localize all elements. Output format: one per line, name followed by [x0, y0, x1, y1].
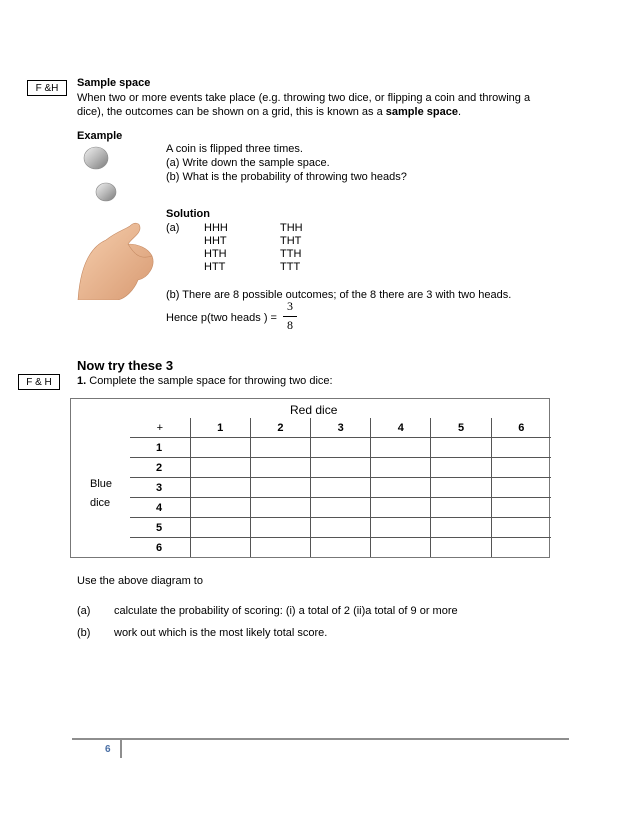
table-row [130, 498, 551, 518]
cell[interactable] [250, 518, 310, 538]
table-row [130, 478, 551, 498]
header-plus: + [130, 418, 190, 438]
solution-heading: Solution [166, 208, 210, 220]
cell[interactable] [250, 438, 310, 458]
sample-space-title: Sample space [77, 77, 151, 89]
sample-space-body-line2 [77, 106, 461, 118]
tasks-intro: Use the above diagram to [77, 575, 203, 587]
cell[interactable] [190, 538, 250, 558]
level-badge-fh-2: F & H [18, 374, 60, 390]
cell[interactable] [491, 458, 551, 478]
solution-part-b: (b) There are 8 possible outcomes; of the 8 there are 3 with two heads. [166, 289, 512, 301]
page-number: 6 [105, 744, 111, 755]
question-1-text: Complete the sample space for throwing two dice: [86, 375, 333, 387]
body-line2-pre: dice), the outcomes can be shown on a grid, this is known as a [77, 106, 386, 118]
cell[interactable] [190, 518, 250, 538]
example-question-b: (b) What is the probability of throwing two heads? [166, 171, 407, 183]
row-header-1: 1 [130, 438, 190, 458]
cell[interactable] [311, 478, 371, 498]
solution-part-a-label: (a) [166, 222, 180, 234]
table-row [130, 538, 551, 558]
sample-space-body-line1: When two or more events take place (e.g. throwing two dice, or flipping a coin and throwing a [77, 92, 531, 104]
blue-label: Blue [90, 478, 113, 490]
now-try-heading: Now try these 3 [77, 358, 174, 373]
header-col-3: 3 [311, 418, 371, 438]
table-row [130, 438, 551, 458]
outcomes-col1-1: HHH [204, 222, 228, 234]
cell[interactable] [250, 498, 310, 518]
red-dice-label: Red dice [290, 403, 338, 417]
cell[interactable] [491, 518, 551, 538]
fraction-bar [283, 316, 297, 317]
fraction-denominator: 8 [287, 318, 293, 332]
cell[interactable] [190, 478, 250, 498]
outcomes-col1-4: HTT [204, 261, 226, 273]
body-line2-post: . [457, 106, 461, 118]
outcomes-col2-2: THT [280, 235, 302, 247]
footer-divider [120, 740, 122, 758]
header-col-6: 6 [491, 418, 551, 438]
example-question-intro: A coin is flipped three times. [166, 143, 303, 155]
outcomes-col2-1: THH [280, 222, 303, 234]
task-a-text: calculate the probability of scoring: (i) a total of 2 (ii)a total of 9 or more [114, 605, 458, 617]
cell[interactable] [371, 478, 431, 498]
question-1-number: 1. [77, 375, 87, 387]
cell[interactable] [250, 478, 310, 498]
cell[interactable] [431, 538, 491, 558]
body-line2-bold: sample space [385, 106, 458, 118]
task-a-label: (a) [77, 605, 91, 617]
cell[interactable] [250, 538, 310, 558]
row-header-4: 4 [130, 498, 190, 518]
dice-sample-space-table [130, 418, 551, 557]
cell[interactable] [491, 478, 551, 498]
cell[interactable] [311, 518, 371, 538]
cell[interactable] [431, 438, 491, 458]
fraction-numerator: 3 [287, 299, 293, 313]
cell[interactable] [431, 458, 491, 478]
cell[interactable] [431, 498, 491, 518]
table-row [130, 518, 551, 538]
cell[interactable] [431, 518, 491, 538]
outcomes-col2-3: TTH [280, 248, 302, 260]
dice-label: dice [90, 497, 111, 509]
cell[interactable] [311, 498, 371, 518]
header-col-1: 1 [190, 418, 250, 438]
cell[interactable] [311, 438, 371, 458]
row-header-2: 2 [130, 458, 190, 478]
row-header-6: 6 [130, 538, 190, 558]
cell[interactable] [311, 538, 371, 558]
cell[interactable] [371, 438, 431, 458]
header-col-5: 5 [431, 418, 491, 438]
cell[interactable] [491, 498, 551, 518]
task-b-label: (b) [77, 627, 91, 639]
row-header-5: 5 [130, 518, 190, 538]
level-badge-fh: F &H [27, 80, 67, 96]
cell[interactable] [491, 538, 551, 558]
solution-hence: Hence p(two heads ) = [166, 312, 277, 324]
cell[interactable] [371, 538, 431, 558]
table-row [130, 458, 551, 478]
cell[interactable] [371, 498, 431, 518]
cell[interactable] [190, 438, 250, 458]
coin-flip-hand-image [68, 140, 164, 300]
cell[interactable] [250, 458, 310, 478]
cell[interactable] [431, 478, 491, 498]
footer-rule [72, 738, 569, 740]
example-heading: Example [77, 130, 123, 142]
cell[interactable] [190, 498, 250, 518]
outcomes-col2-4: TTT [280, 261, 301, 273]
task-b-text: work out which is the most likely total score. [114, 627, 328, 639]
table-header-row [130, 418, 551, 438]
cell[interactable] [311, 458, 371, 478]
outcomes-col1-3: HTH [204, 248, 227, 260]
question-1 [77, 375, 333, 387]
row-header-3: 3 [130, 478, 190, 498]
example-question-a: (a) Write down the sample space. [166, 157, 330, 169]
cell[interactable] [371, 458, 431, 478]
cell[interactable] [190, 458, 250, 478]
cell[interactable] [491, 438, 551, 458]
outcomes-col1-2: HHT [204, 235, 227, 247]
header-col-2: 2 [250, 418, 310, 438]
cell[interactable] [371, 518, 431, 538]
header-col-4: 4 [371, 418, 431, 438]
